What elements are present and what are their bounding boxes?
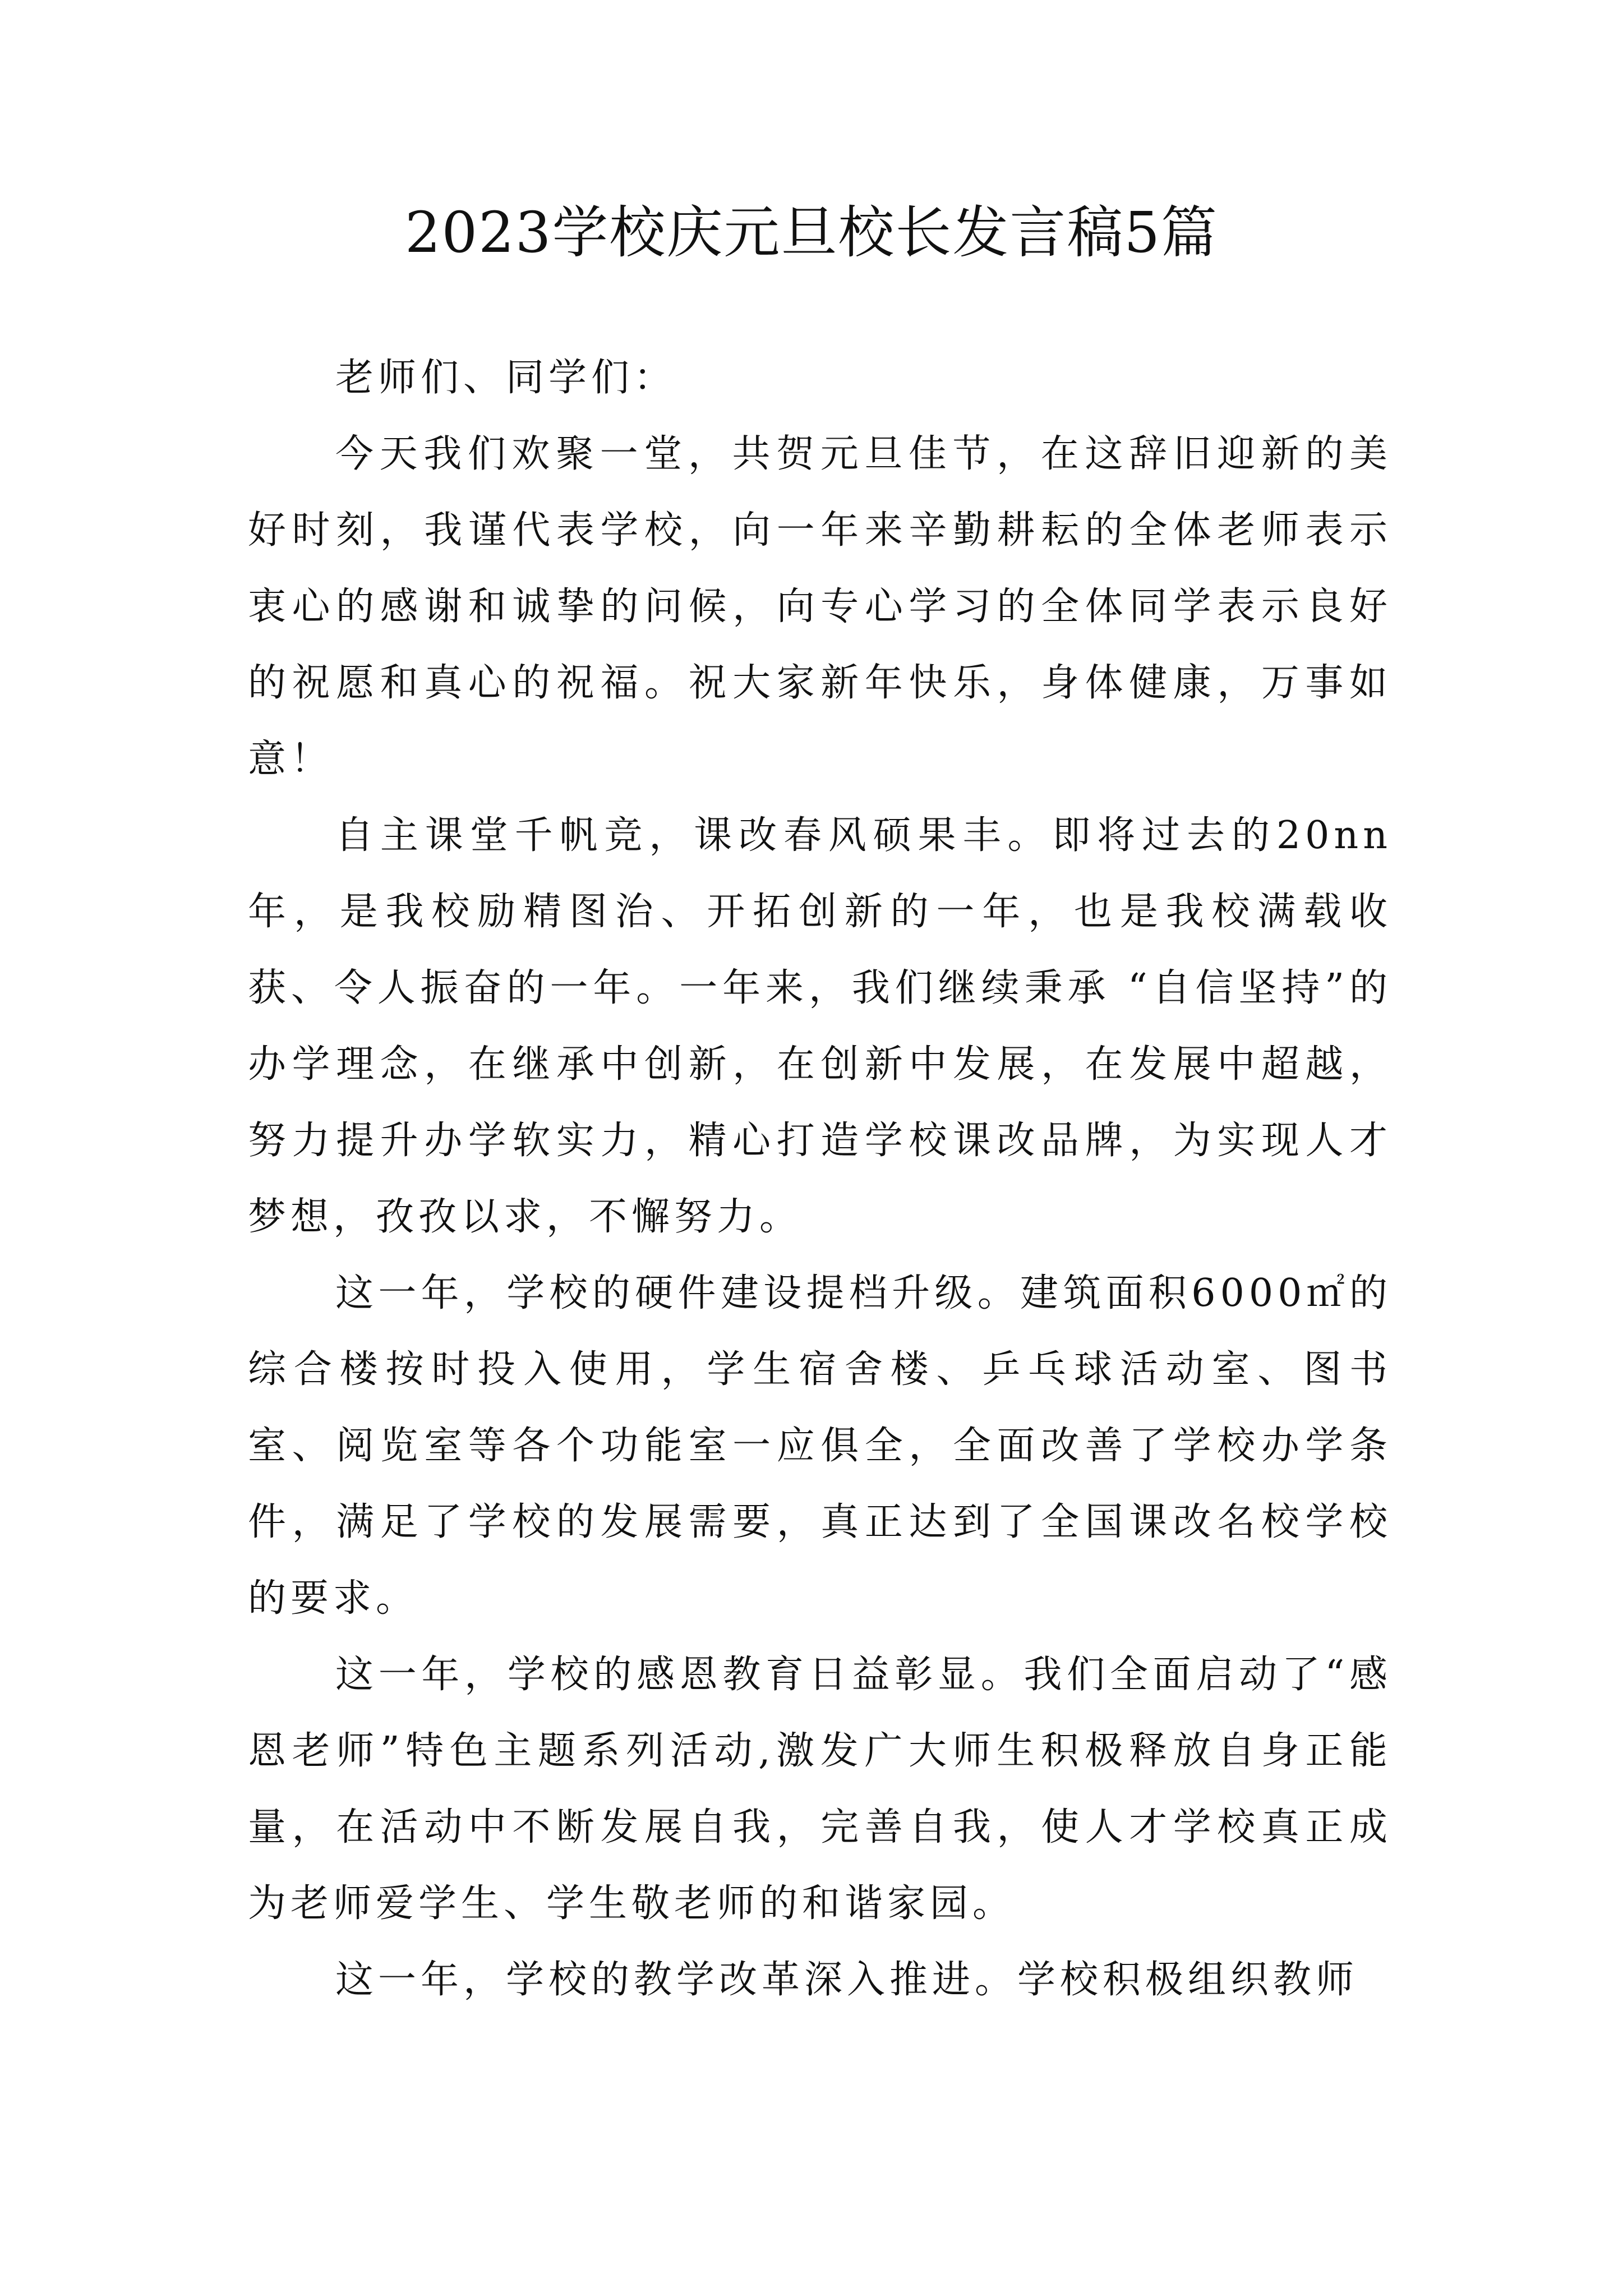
body-paragraph: 自主课堂千帆竞，课改春风硕果丰。即将过去的20nn年，是我校励精图治、开拓创新的一年，也是我校满载收获、令人振奋的一年。一年来，我们继续秉承 “自信坚持”的办学理念，在继承中创新，在创新中发展，在发展中超越，努力提升办学软实力，精心打造学校课改品牌，为实现人才梦想，孜孜以求，不懈努力。: [248, 813, 1392, 1239]
document-title: 2023学校庆元旦校长发言稿5篇: [404, 200, 1219, 265]
body-paragraph: 这一年，学校的感恩教育日益彰显。我们全面启动了“感恩老师”特色主题系列活动,激发广大师生积极释放自身正能量，在活动中不断发展自我，完善自我，使人才学校真正成为老师爱学生、学生敬老师的和谐家园。: [248, 1653, 1392, 1926]
body-paragraph: 这一年，学校的教学改革深入推进。学校积极组织教师: [335, 1958, 1359, 2002]
greeting-paragraph: 老师们、同学们：: [335, 356, 677, 400]
body-paragraph: 这一年，学校的硬件建设提档升级。建筑面积6000㎡的综合楼按时投入使用，学生宿舍楼、乒乓球活动室、图书室、阅览室等各个功能室一应俱全，全面改善了学校办学条件，满足了学校的发展需要，真正达到了全国课改名校学校的要求。: [248, 1271, 1392, 1621]
body-paragraph: 今天我们欢聚一堂，共贺元旦佳节，在这辞旧迎新的美好时刻，我谨代表学校，向一年来辛勤耕耘的全体老师表示衷心的感谢和诚挚的问候，向专心学习的全体同学表示良好的祝愿和真心的祝福。祝大家新年快乐，身体健康，万事如意！: [248, 432, 1392, 781]
document-body: [248, 340, 1392, 2018]
